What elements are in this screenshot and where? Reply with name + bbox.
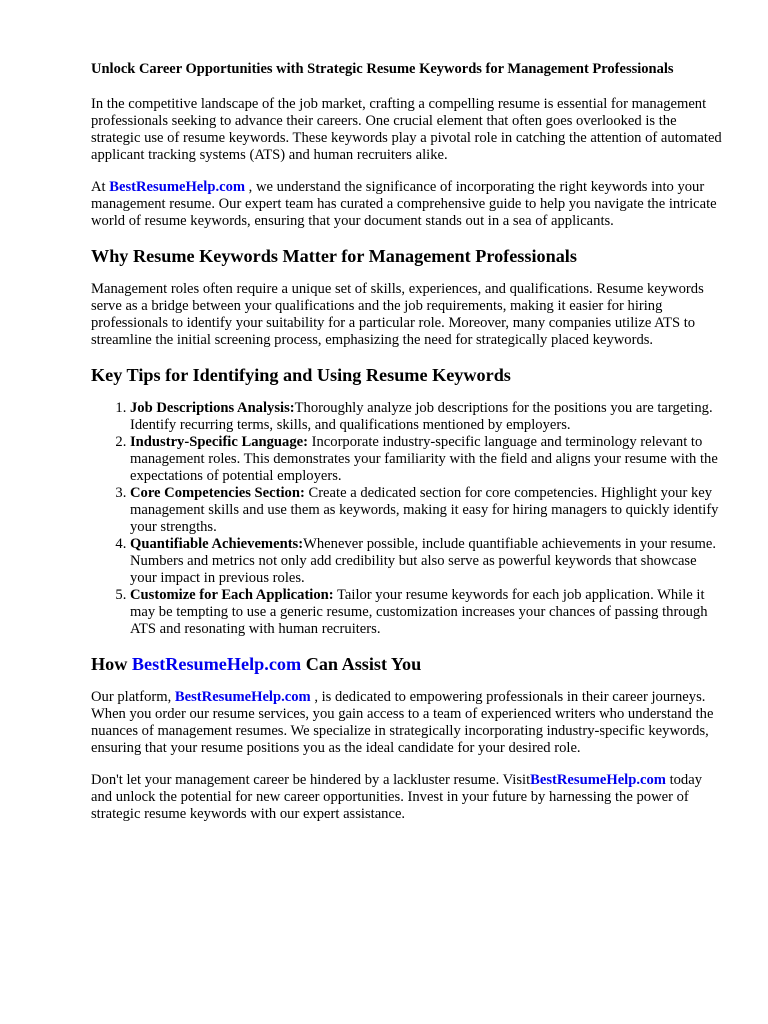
platform-prefix: Our platform, [91,689,175,705]
list-item [130,587,722,638]
closing-suffix: today and unlock the potential for new career opportunities. Invest in your future by harnessing the power of strategic resume keywords with our expert assistance. [91,772,702,822]
tip-text: Whenever possible, include quantifiable achievements in your resume. Numbers and metrics not only add credibility but also serve as powerful keywords that showcase your impact in previous roles. [130,536,717,586]
section-heading-key-tips: Key Tips for Identifying and Using Resume Keywords [91,365,511,385]
tip-term: Core Competencies Section: [130,485,305,501]
tip-text: Tailor your resume keywords for each job application. While it may be tempting to use a generic resume, customization increases your chances of passing through ATS and resonating with human recruiters. [130,587,708,637]
tip-term: Customize for Each Application: [130,587,334,603]
tip-term: Quantifiable Achievements: [130,536,304,552]
document-title: Unlock Career Opportunities with Strategic Resume Keywords for Management Professionals [91,61,674,77]
list-item [130,485,722,536]
intro-p2-prefix: At [91,179,110,195]
heading-suffix: Can Assist You [301,654,422,674]
heading-prefix: How [91,654,132,674]
closing-paragraph [91,772,722,823]
bestresumehelp-link-1[interactable]: BestResumeHelp.com [109,179,246,195]
intro-paragraph-2 [91,179,722,230]
intro-p2-suffix: , we understand the significance of incorporating the right keywords into your management resume. Our expert team has curated a comprehensive guide to help you navigate the intricate world of resume keywords, ensuring that your document stands out in a sea of applicants. [91,179,717,229]
list-item [130,536,722,587]
section-heading-why-keywords: Why Resume Keywords Matter for Management Professionals [91,246,577,266]
closing-prefix: Don't let your management career be hindered by a lackluster resume. Visit [91,772,531,788]
intro-paragraph-1: In the competitive landscape of the job market, crafting a compelling resume is essential for management professionals seeking to advance their careers. One crucial element that often goes overlooked is the strategic use of resume keywords. These keywords play a pivotal role in catching the attention of automated applicant tracking systems (ATS) and human recruiters alike. [91,96,722,163]
bestresumehelp-link-2[interactable]: BestResumeHelp.com [131,654,302,674]
bestresumehelp-link-3[interactable]: BestResumeHelp.com [174,689,311,705]
list-item [130,434,722,485]
section-heading-how-we-assist [91,653,722,675]
tip-text: Create a dedicated section for core competencies. Highlight your key management skills and use them as keywords, making it easy for hiring managers to quickly identify your strengths. [130,485,719,535]
tips-list [91,400,722,638]
bestresumehelp-link-4[interactable]: BestResumeHelp.com [530,772,666,788]
list-item [130,400,722,434]
why-keywords-paragraph: Management roles often require a unique set of skills, experiences, and qualifications. Resume keywords serve as a bridge between your qualifications and the job requirements, making it easier for hiring professionals to identify your suitability for a particular role. Moreover, many companies utilize ATS to streamline the initial screening process, emphasizing the need for strategically placed keywords. [91,281,704,348]
tip-term: Industry-Specific Language: [130,434,308,450]
tip-text: Incorporate industry-specific language and terminology relevant to management roles. This demonstrates your familiarity with the field and aligns your resume with the expectations of potential employers. [130,434,718,484]
tip-term: Job Descriptions Analysis: [130,400,295,416]
platform-paragraph [91,689,722,757]
platform-suffix: , is dedicated to empowering professionals in their career journeys. When you order our resume services, you gain access to a team of experienced writers who understand the nuances of management resumes. We specialize in strategically incorporating industry-specific keywords, ensuring that your resume positions you as the ideal candidate for your desired role. [91,689,714,756]
tip-text: Thoroughly analyze job descriptions for the positions you are targeting. Identify recurring terms, skills, and qualifications mentioned by employers. [130,400,713,433]
